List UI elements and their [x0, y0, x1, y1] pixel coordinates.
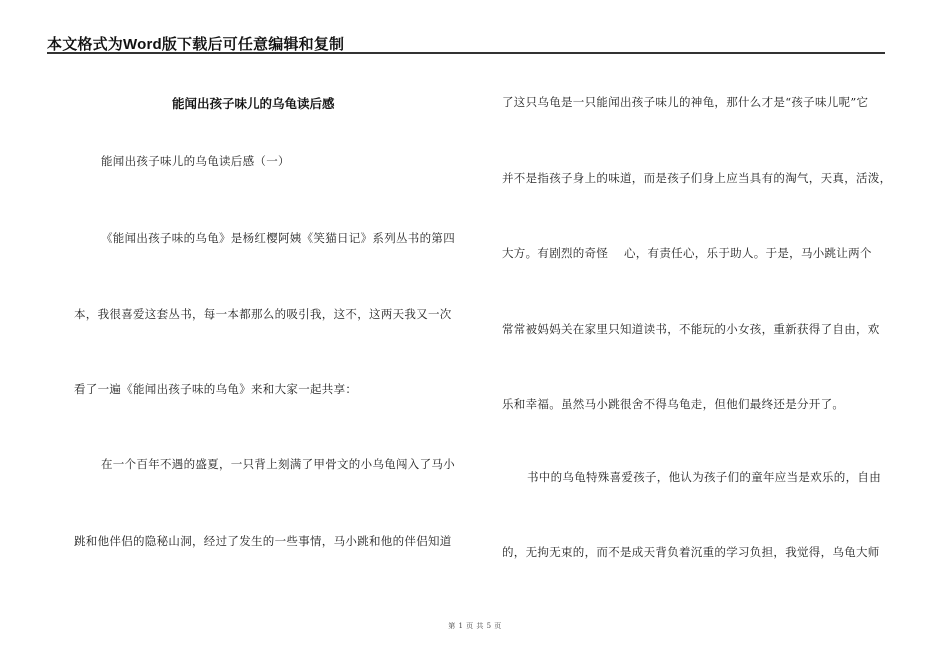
paragraph-line: 乐和幸福。虽然马小跳很舍不得乌龟走，但他们最终还是分开了。 [502, 397, 845, 411]
document-title: 能闻出孩子味儿的乌龟读后感 [172, 96, 335, 111]
header-title: 本文格式为Word版下载后可任意编辑和复制 [47, 36, 345, 53]
page-indicator: 第 1 页 共 5 页 [448, 622, 502, 630]
paragraph-line: 能闻出孩子味儿的乌龟读后感（一） [101, 154, 290, 168]
paragraph-line: 大方。有剧烈的奇怪 心，有责任心，乐于助人。于是，马小跳让两个 [502, 246, 872, 260]
paragraph-line: 在一个百年不遇的盛夏，一只背上刻满了甲骨文的小乌龟闯入了马小 [101, 457, 455, 471]
paragraph-line: 本，我很喜爱这套丛书，每一本都那么的吸引我，这不，这两天我又一次 [74, 307, 452, 321]
paragraph-line: 的，无拘无束的，而不是成天背负着沉重的学习负担，我觉得，乌龟大师 [502, 545, 880, 559]
paragraph-line: 了这只乌龟是一只能闻出孩子味儿的神龟，那什么才是“孩子味儿呢”它 [502, 95, 869, 109]
paragraph-line: 并不是指孩子身上的味道，而是孩子们身上应当具有的淘气，天真，活泼， [502, 171, 892, 185]
paragraph-line: 跳和他伴侣的隐秘山洞，经过了发生的一些事情，马小跳和他的伴侣知道 [74, 534, 452, 548]
paragraph-line: 看了一遍《能闻出孩子味的乌龟》来和大家一起共享： [74, 382, 358, 396]
paragraph-line: 书中的乌龟特殊喜爱孩子，他认为孩子们的童年应当是欢乐的，自由 [527, 470, 881, 484]
paragraph-line: 《能闻出孩子味的乌龟》是杨红樱阿姨《笑猫日记》系列丛书的第四 [101, 231, 455, 245]
header-rule [47, 52, 885, 54]
paragraph-line: 常常被妈妈关在家里只知道读书，不能玩的小女孩，重新获得了自由，欢 [502, 322, 880, 336]
